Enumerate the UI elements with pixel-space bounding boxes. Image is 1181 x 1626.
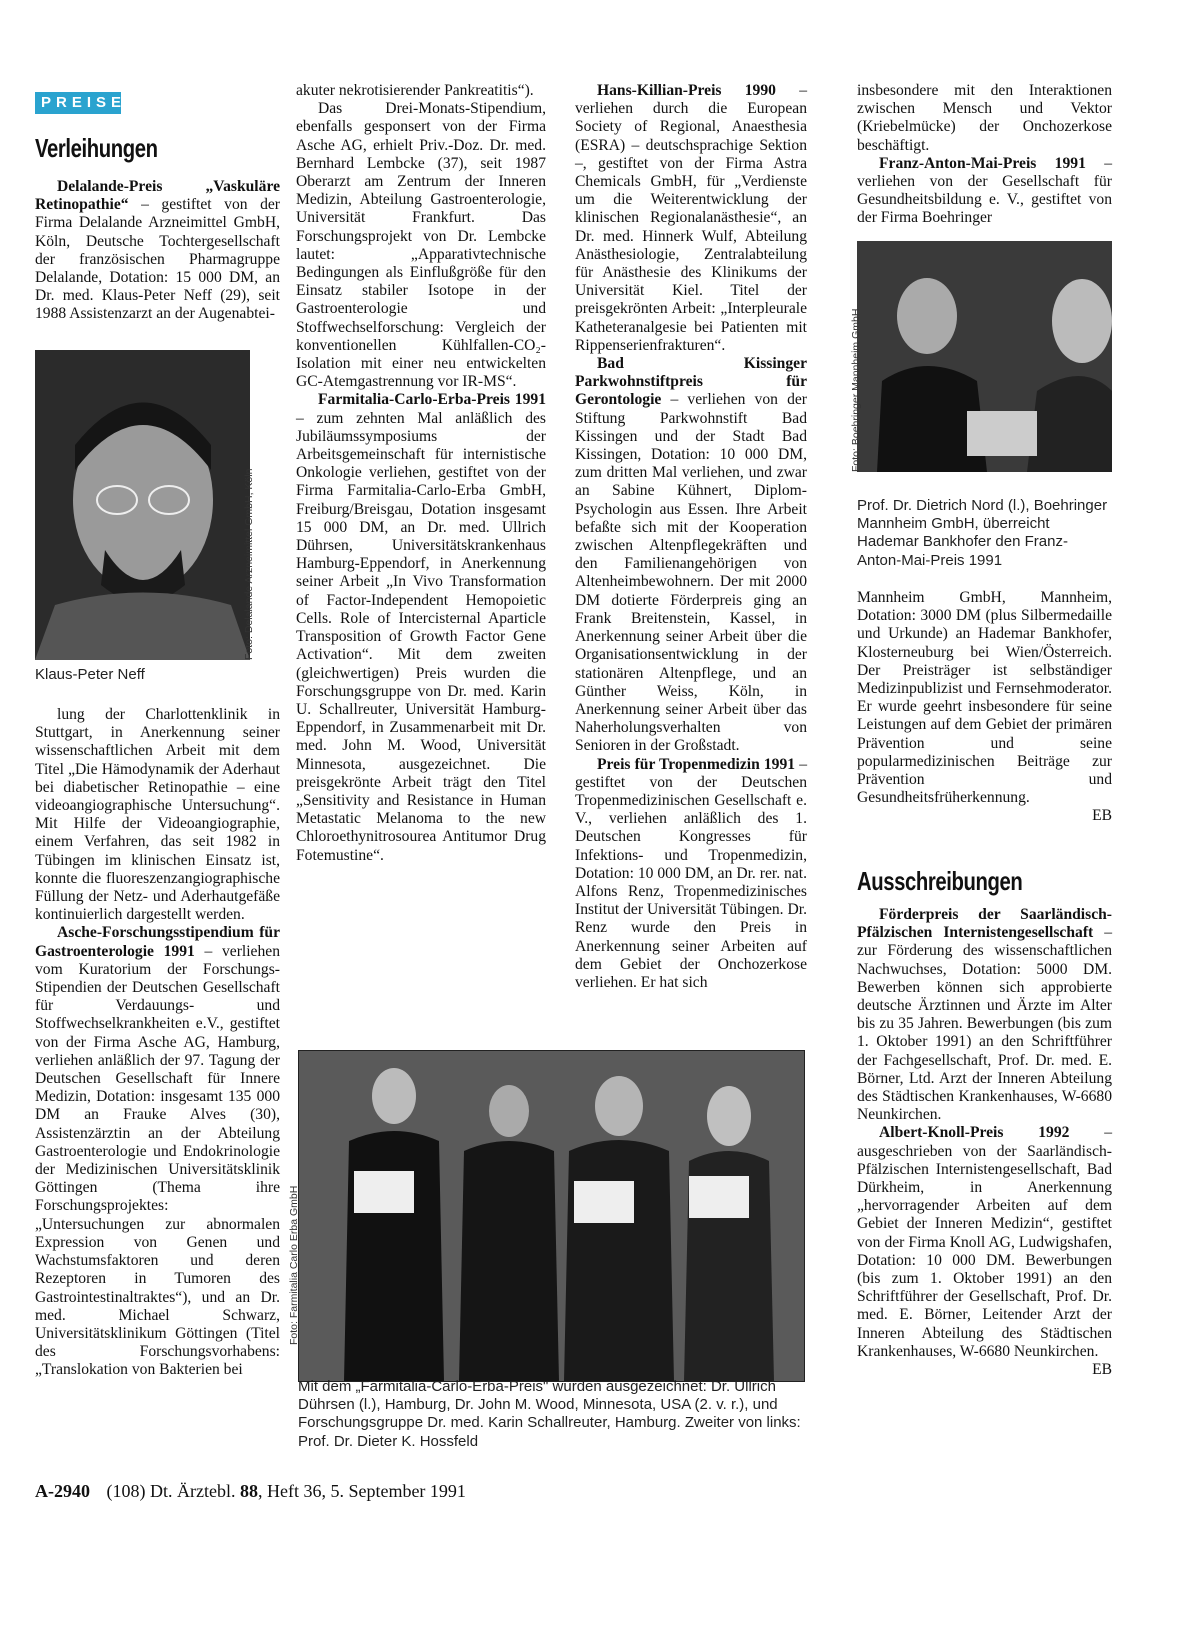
paragraph <box>857 82 1112 155</box>
photo3-caption: Mit dem „Farmitalia-Carlo-Erba-Preis" wurden ausgezeichnet: Dr. Ullrich Dührsen (l.), Hamburg, Dr. John M. Wood, Minnesota, USA (2. v. r.), und Forschungsgruppe Dr. med. Karin Schallreuter, Hamburg. Zweiter von links: Prof. Dr. Dieter K. Hossfeld <box>298 1378 801 1450</box>
photo1-credit: Foto: Delalande Arzneimittel GmbH, Köln <box>243 468 255 660</box>
footer-page-number: A-2940 <box>35 1481 90 1501</box>
paragraph <box>35 178 280 324</box>
column-4-top <box>857 82 1112 228</box>
paragraph <box>857 155 1112 228</box>
page-footer <box>35 1481 466 1502</box>
heading-calls: Ausschreibungen <box>857 866 1023 896</box>
award-name: Preis für Tropenmedizin 1991 <box>597 755 796 773</box>
section-tag: PREISE <box>35 92 121 114</box>
photo2-caption: Prof. Dr. Dietrich Nord (l.), Boehringer Mannheim GmbH, überreicht Hademar Bankhofer den Franz-Anton-Mai-Preis 1991 <box>857 497 1108 569</box>
footer-issue: , Heft 36, 5. September 1991 <box>257 1481 466 1501</box>
paragraph-text: – verliehen von der Stiftung Parkwohnstift Bad Kissingen und der Stadt Bad Kissingen, Dotation: 10 000 DM, zum dritten Mal verliehen, und zwar an Sabine Kühnert, Diplom-Psychologin aus Essen. Ihre Arbeit befaßte sich mit der Kooperation zwischen Altenpflegekräften und den Familienangehörigen von Altenheimbewohnern. Der mit 2000 DM dotierte Förderpreis ging an Frank Breitenstein, Kassel, in Anerkennung seiner Arbeit über die Organisationsentwicklung in der stationären Altenpflege, und an Günther Weiss, Köln, in Anerkennung seiner Arbeit über das Naherholungsverhalten von Senioren in der Großstadt. <box>575 391 807 755</box>
paragraph <box>296 82 546 100</box>
paragraph-text: EB <box>1092 1361 1112 1379</box>
paragraph <box>857 589 1112 807</box>
award-name: Hans-Killian-Preis 1990 <box>597 82 776 99</box>
paragraph <box>857 906 1112 1124</box>
paragraph-text: insbesondere mit den Interaktionen zwischen Mensch und Vektor (Kriebelmücke) der Onchozerkose beschäftigt. <box>857 82 1112 154</box>
paragraph-text: EB <box>1092 807 1112 825</box>
column-4-middle <box>857 589 1112 826</box>
photo-klaus-peter-neff <box>35 350 250 660</box>
paragraph-text: – zur Förderung des wissenschaftlichen Nachwuchses, Dotation: 5000 DM. Bewerben können sich approbierte deutsche Ärztinnen und Ärzte im Alter bis zu 35 Jahren. Bewerbungen (bis zum 1. Oktober 1991) an den Schriftführer der Fachgesellschaft, Prof. Dr. med. E. Börner, Ltd. Arzt der Inneren Abteilung des Städtischen Krankenhauses, W-6680 Neunkirchen. <box>857 924 1112 1124</box>
paragraph-text: – verliehen von der Gesellschaft für Gesundheitsbildung e. V., gestiftet von der Firma Boehringer <box>857 154 1112 227</box>
award-name: Asche-Forschungsstipendium für Gastroenterologie 1991 <box>35 924 280 960</box>
paragraph <box>575 82 807 355</box>
column-3 <box>575 82 807 992</box>
column-2 <box>296 82 546 865</box>
paragraph <box>575 756 807 993</box>
paragraph <box>857 807 1112 825</box>
photo1-caption: Klaus-Peter Neff <box>35 666 145 683</box>
column-1-top <box>35 178 280 324</box>
photo2-credit: Foto: Boehringer Mannheim GmbH <box>850 308 862 472</box>
paragraph-text: – ausgeschrieben von der Saarländisch-Pfälzischen Internistengesellschaft, Bad Dürkheim, in Anerkennung „hervorragender Arbeiten auf dem Gebiet der Inneren Medizin“, gestiftet von der Firma Knoll AG, Ludwigshafen, Dotation: 10 000 DM. Bewerbungen (bis zum 1. Oktober 1991) an den Schriftführer der Gesellschaft, Prof. Dr. med. E. Börner, Leitender Arzt der Inneren Abteilung des Städtischen Krankenhauses, W-6680 Neunkirchen. <box>857 1124 1112 1360</box>
award-name: Förderpreis der Saarländisch-Pfälzischen Internistengesellschaft <box>857 906 1112 942</box>
award-name: Delalande-Preis „Vaskuläre Retinopathie“ <box>35 178 280 214</box>
award-name: Franz-Anton-Mai-Preis 1991 <box>879 154 1086 172</box>
column-1-bottom <box>35 706 280 1380</box>
column-4-bottom <box>857 906 1112 1379</box>
paragraph <box>296 391 546 864</box>
paragraph-text: – gestiftet von der Firma Delalande Arzneimittel GmbH, Köln, Deutsche Tochtergesellschaft der französischen Pharmagruppe Delalande, Dotation: 15 000 DM, an Dr. med. Klaus-Peter Neff (29), seit 1988 Assistenzarzt an der Augenabtei- <box>35 196 280 323</box>
paragraph-text: lung der Charlottenklinik in Stuttgart, in Anerkennung seiner wissenschaftlichen Arbeit mit dem Titel „Die Hämodynamik der Aderhaut bei diabetischer Retinopathie – eine videoangiographische Untersuchung“. Mit Hilfe der Videoangiographie, einem Verfahren, das seit 1982 in Tübingen im klinischen Einsatz ist, konnte die fluoreszenzangiographische Füllung der Netz- und Aderhautgefäße kontinuierlich dargestellt werden. <box>35 706 280 924</box>
photo3-credit: Foto: Farmitalia Carlo Erba GmbH <box>288 1185 300 1345</box>
paragraph <box>857 1361 1112 1379</box>
photo-farmitalia-winners <box>298 1050 805 1382</box>
paragraph-text: – zum zehnten Mal anläßlich des Jubiläumssymposiums der Arbeitsgemeinschaft für internistische Onkologie verliehen, gestiftet von der Firma Farmitalia-Carlo-Erba GmbH, Freiburg/Breisgau, Dotation insgesamt 15 000 DM, an Dr. med. Ullrich Dührsen, Universitätskrankenhaus Hamburg-Eppendorf, in Anerkennung seiner Arbeit „In Vivo Transformation of Factor-Independent Hemopoietic Cells. Role of Intercisternal Aparticle Transposition of Growth Factor Gene Activation“. Mit dem zweiten (gleichwertigen) Preis wurden die Forschungsgruppe von Dr. med. Karin U. Schallreuter, Universität Hamburg-Eppendorf, in Zusammenarbeit mit Dr. med. John M. Wood, Universität Minnesota, ausgezeichnet. Die preisgekrönte Arbeit trägt den Titel „Sensitivity and Resistance in Human Metastatic Melanoma to the new Chloroethynitrosourea Antitumor Drug Fotemustine“. <box>296 409 546 864</box>
paragraph <box>575 355 807 755</box>
award-name: Farmitalia-Carlo-Erba-Preis 1991 <box>318 391 546 409</box>
paragraph-text: – gestiftet von der Deutschen Tropenmedizinischen Gesellschaft e. V., verliehen anläßlich des 1. Deutschen Kongresses für Infektions- und Tropenmedizin, Dotation: 10 000 DM, an Dr. rer. nat. Alfons Renz, Tropenmedizinisches Institut der Universität Tübingen. Dr. Renz wurde den Preis in Anerkennung seiner Arbeiten auf dem Gebiet der Onchozerkose verliehen. Er hat sich <box>575 755 807 991</box>
paragraph-text: Mannheim GmbH, Mannheim, Dotation: 3000 DM (plus Silbermedaille und Urkunde) an Hademar Bankhofer, Klosterneuburg bei Wien/Österreich. Der Preisträger ist selbständiger Medizinpublizist und Fernsehmoderator. Er wurde geehrt insbesondere für seine Leistungen auf dem Gebiet der primären Prävention und seine popularmedizinischen Beiträge zur Prävention und Gesundheitsfrüherkennung. <box>857 589 1112 807</box>
paragraph-text: akuter nekrotisierender Pankreatitis“). <box>296 82 534 99</box>
photo-franz-anton-mai <box>857 241 1112 472</box>
footer-journal: (108) Dt. Ärztebl. <box>106 1481 240 1501</box>
paragraph <box>857 1124 1112 1361</box>
footer-volume: 88 <box>239 1481 258 1501</box>
paragraph-text: – verliehen durch die European Society of Regional, Anaesthesia (ESRA) – deutschsprachige Sektion –, gestiftet von der Firma Astra Chemicals GmbH, für „Verdienste um die Weiterentwicklung der klinischen Regionalanästhesie“, an Dr. med. Hinnerk Wulf, Abteilung Anästhesiologie, Zentralabteilung für Anästhesie des Klinikums der Universität Kiel. Titel der preisgekrönten Arbeit: „Interpleurale Katheteranalgesie bei Patienten mit Rippenserienfrakturen“. <box>575 82 807 354</box>
paragraph <box>35 924 280 1379</box>
award-name: Albert-Knoll-Preis 1992 <box>879 1124 1070 1142</box>
paragraph-text: Das Drei-Monats-Stipendium, ebenfalls gesponsert von der Firma Asche AG, erhielt Priv.-Doz. Dr. med. Bernhard Lembcke (37), seit 1987 Oberarzt am Zentrum der Inneren Medizin, Abteilung Gastroenterologie, Universität Frankfurt. Das Forschungsprojekt von Dr. Lembcke lautet: „Apparativtechnische Bedingungen als Einflußgröße für den Einsatz stabiler Isotope in der Gastroenterologie und Stoffwechselforschung: Vergleich der konventionellen Kühlfallen-CO₂-Isolation mit einer neu entwickelten GC-Atemgastrennung vor IR-MS“. <box>296 100 546 391</box>
paragraph <box>35 706 280 924</box>
paragraph-text: – verliehen vom Kuratorium der Forschungs-Stipendien der Deutschen Gesellschaft für Verdauungs- und Stoffwechselkrankheiten e.V., gestiftet von der Firma Asche AG, Hamburg, verliehen anläßlich der 97. Tagung der Deutschen Gesellschaft für Innere Medizin, Dotation: insgesamt 135 000 DM an Frauke Alves (30), Assistenzärztin an der Abteilung Gastroenterologie und Endokrinologie der Medizinischen Universitätsklinik Göttingen (Thema ihre Forschungsprojektes: „Untersuchungen zur abnormalen Expression von Genen und Wachstumsfaktoren und deren Rezeptoren in Tumoren des Gastrointestinaltraktes“), und an Dr. med. Michael Schwarz, Universitätsklinikum Göttingen (Titel des Forschungsvorhabens: „Translokation von Bakterien bei <box>35 942 280 1379</box>
award-name: Bad Kissinger Parkwohnstiftpreis für Gerontologie <box>575 355 807 409</box>
heading-awards: Verleihungen <box>35 133 158 163</box>
paragraph <box>296 100 546 391</box>
